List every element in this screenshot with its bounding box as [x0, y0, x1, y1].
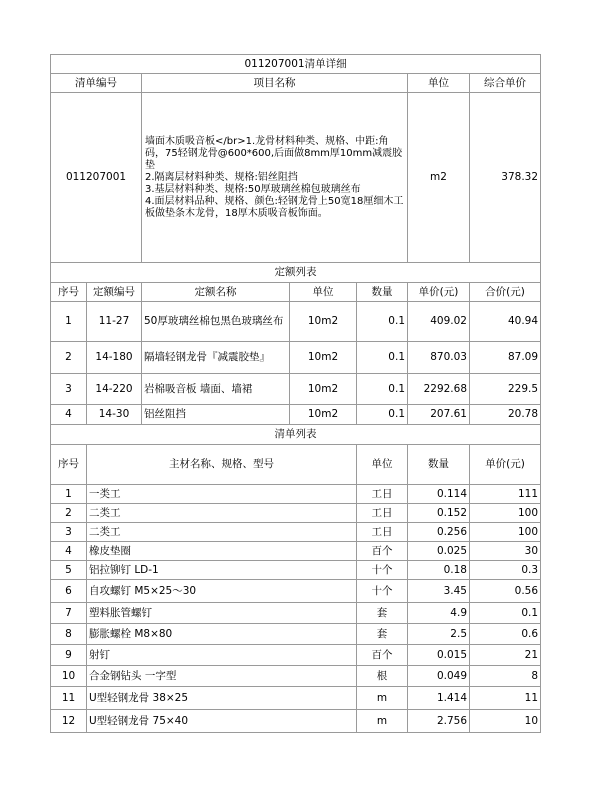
quota-total: 40.94	[470, 302, 541, 342]
quota-price: 870.03	[408, 342, 470, 374]
quota-row	[51, 405, 541, 425]
header-unit-price: 综合单价	[470, 74, 541, 93]
material-row	[51, 624, 541, 645]
material-name: U型轻钢龙骨 75×40	[87, 710, 357, 733]
quota-unit: 10m2	[290, 374, 357, 405]
quota-row	[51, 302, 541, 342]
material-qty: 4.9	[408, 603, 470, 624]
header-qty: 数量	[408, 445, 470, 485]
material-row	[51, 603, 541, 624]
material-price: 0.1	[470, 603, 541, 624]
material-name: 铝拉铆钉 LD-1	[87, 561, 357, 580]
material-row	[51, 504, 541, 523]
item-description	[142, 93, 408, 263]
material-price: 0.56	[470, 580, 541, 603]
material-unit: m	[357, 710, 408, 733]
material-no: 12	[51, 710, 87, 733]
material-qty: 0.152	[408, 504, 470, 523]
material-name: 自攻螺钉 M5×25～30	[87, 580, 357, 603]
material-qty: 3.45	[408, 580, 470, 603]
material-row	[51, 710, 541, 733]
material-unit: m	[357, 687, 408, 710]
material-no: 2	[51, 504, 87, 523]
quota-no: 3	[51, 374, 87, 405]
material-name: U型轻钢龙骨 38×25	[87, 687, 357, 710]
material-qty: 2.756	[408, 710, 470, 733]
material-unit: 根	[357, 666, 408, 687]
quota-unit: 10m2	[290, 405, 357, 425]
material-price: 111	[470, 485, 541, 504]
header-unit: 单位	[290, 283, 357, 302]
quota-row	[51, 342, 541, 374]
item-code: 011207001	[51, 93, 142, 263]
header-no: 序号	[51, 445, 87, 485]
header-material-name: 主材名称、规格、型号	[87, 445, 357, 485]
header-quota-code: 定额编号	[87, 283, 142, 302]
material-unit: 十个	[357, 561, 408, 580]
header-total: 合价(元)	[470, 283, 541, 302]
material-no: 7	[51, 603, 87, 624]
material-qty: 0.256	[408, 523, 470, 542]
material-no: 10	[51, 666, 87, 687]
material-name: 塑料胀管螺钉	[87, 603, 357, 624]
material-name: 射钉	[87, 645, 357, 666]
material-qty: 0.114	[408, 485, 470, 504]
material-section-title: 清单列表	[51, 425, 541, 445]
header-item-name: 项目名称	[142, 74, 408, 93]
material-unit: 工日	[357, 485, 408, 504]
material-unit: 套	[357, 603, 408, 624]
material-no: 1	[51, 485, 87, 504]
quota-qty: 0.1	[357, 342, 408, 374]
quota-no: 4	[51, 405, 87, 425]
material-no: 6	[51, 580, 87, 603]
quota-code: 14-30	[87, 405, 142, 425]
material-name: 橡皮垫圈	[87, 542, 357, 561]
quota-total: 87.09	[470, 342, 541, 374]
material-price: 100	[470, 523, 541, 542]
quota-price: 409.02	[408, 302, 470, 342]
item-price: 378.32	[470, 93, 541, 263]
material-qty: 0.015	[408, 645, 470, 666]
material-price: 30	[470, 542, 541, 561]
material-no: 3	[51, 523, 87, 542]
material-name: 合金钢钻头 一字型	[87, 666, 357, 687]
quota-unit: 10m2	[290, 342, 357, 374]
material-row	[51, 485, 541, 504]
material-no: 11	[51, 687, 87, 710]
header-list-code: 清单编号	[51, 74, 142, 93]
sheet-title: 011207001清单详细	[51, 55, 541, 74]
quota-qty: 0.1	[357, 302, 408, 342]
material-no: 4	[51, 542, 87, 561]
header-qty: 数量	[357, 283, 408, 302]
quota-no: 2	[51, 342, 87, 374]
material-unit: 百个	[357, 542, 408, 561]
material-unit: 套	[357, 624, 408, 645]
item-description-text: 墙面木质吸音板</br>1.龙骨材料种类、规格、中距:角码，75轻钢龙骨@600*600,后面做8mm厚10mm减震胶垫 2.隔离层材料种类、规格:铝丝阻挡 3.基层材料种类、规格:50厚玻璃丝棉包玻璃丝布 4.面层材料品种、规格、颜色:轻钢龙骨上50宽18厘细木工板做垫条木龙骨，18厚木质吸音板饰面。	[145, 135, 404, 219]
material-price: 11	[470, 687, 541, 710]
quota-code: 14-220	[87, 374, 142, 405]
quota-qty: 0.1	[357, 374, 408, 405]
material-price: 21	[470, 645, 541, 666]
material-row	[51, 645, 541, 666]
quota-price: 2292.68	[408, 374, 470, 405]
header-quota-name: 定额名称	[142, 283, 290, 302]
material-price: 0.6	[470, 624, 541, 645]
material-row	[51, 666, 541, 687]
material-name: 一类工	[87, 485, 357, 504]
item-unit: m2	[408, 93, 470, 263]
material-row	[51, 687, 541, 710]
material-row	[51, 561, 541, 580]
quota-header-row	[51, 283, 541, 302]
material-price: 8	[470, 666, 541, 687]
header-price: 单价(元)	[470, 445, 541, 485]
material-price: 100	[470, 504, 541, 523]
material-row	[51, 523, 541, 542]
quota-qty: 0.1	[357, 405, 408, 425]
material-no: 9	[51, 645, 87, 666]
header-unit: 单位	[357, 445, 408, 485]
quota-name: 铝丝阻挡	[142, 405, 290, 425]
quota-total: 20.78	[470, 405, 541, 425]
quota-code: 11-27	[87, 302, 142, 342]
material-unit: 百个	[357, 645, 408, 666]
quota-name: 隔墙轻钢龙骨『减震胶垫』	[142, 342, 290, 374]
material-no: 5	[51, 561, 87, 580]
material-row	[51, 580, 541, 603]
quota-section-title: 定额列表	[51, 263, 541, 283]
header-no: 序号	[51, 283, 87, 302]
material-name: 二类工	[87, 504, 357, 523]
quota-code: 14-180	[87, 342, 142, 374]
quota-total: 229.5	[470, 374, 541, 405]
material-row	[51, 542, 541, 561]
material-no: 8	[51, 624, 87, 645]
material-qty: 0.18	[408, 561, 470, 580]
quota-no: 1	[51, 302, 87, 342]
quota-price: 207.61	[408, 405, 470, 425]
header-price: 单价(元)	[408, 283, 470, 302]
quota-unit: 10m2	[290, 302, 357, 342]
material-price: 0.3	[470, 561, 541, 580]
material-qty: 1.414	[408, 687, 470, 710]
material-header-row	[51, 445, 541, 485]
material-name: 膨胀螺栓 M8×80	[87, 624, 357, 645]
material-qty: 0.049	[408, 666, 470, 687]
quota-name: 50厚玻璃丝棉包黑色玻璃丝布	[142, 302, 290, 342]
material-unit: 十个	[357, 580, 408, 603]
header-unit: 单位	[408, 74, 470, 93]
material-qty: 2.5	[408, 624, 470, 645]
material-unit: 工日	[357, 523, 408, 542]
bill-detail-sheet	[50, 54, 540, 733]
material-qty: 0.025	[408, 542, 470, 561]
quota-name: 岩棉吸音板 墙面、墙裙	[142, 374, 290, 405]
material-unit: 工日	[357, 504, 408, 523]
quota-row	[51, 374, 541, 405]
material-name: 二类工	[87, 523, 357, 542]
bill-table	[50, 54, 541, 733]
material-price: 10	[470, 710, 541, 733]
